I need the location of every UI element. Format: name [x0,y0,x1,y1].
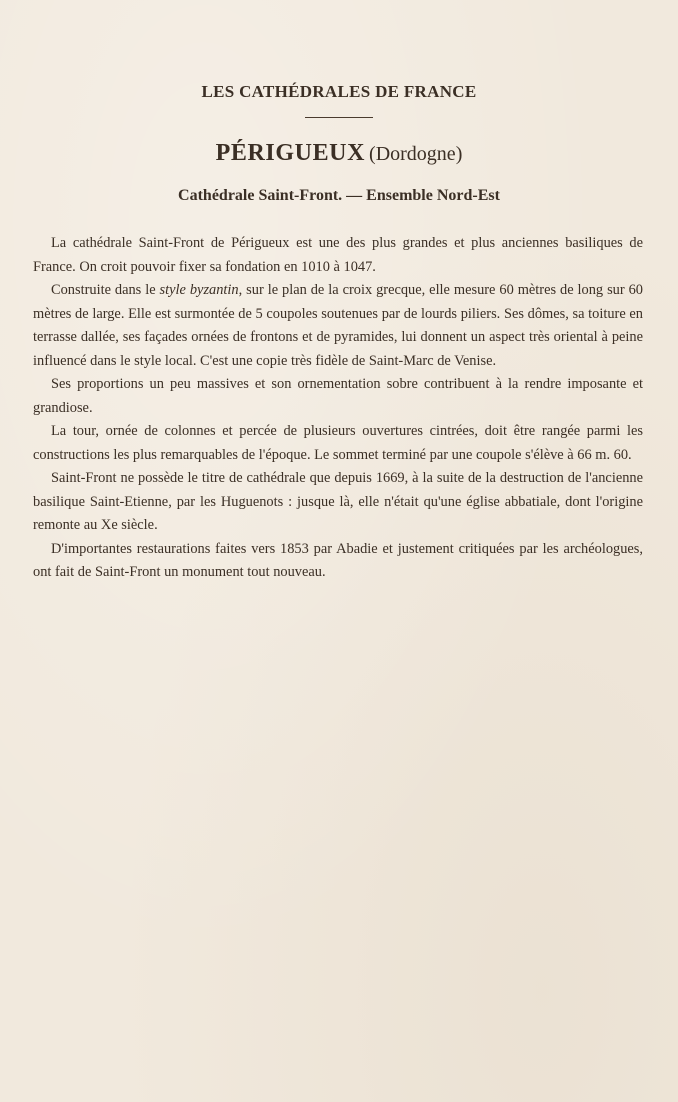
title-divider [305,117,373,118]
body-text [33,232,643,585]
paragraph-architecture-rest: , sur le plan de la croix grecque, elle mesure 60 mètres de long sur 60 mètres de large. Elle est surmontée de 5 coupoles soutenues par de lourds piliers. Ses dômes, sa toiture en terrasse dallée, ses façades ornées de frontons et de pyramides, lui donnent un aspect très oriental à peine influencé dans le style local. C'est une copie très fidèle de Saint-Marc de Venise. [33,282,643,369]
paragraph-architecture [33,279,643,373]
paragraph-history: Saint-Front ne possède le titre de cathédrale que depuis 1669, à la suite de la destruction de l'ancienne basilique Saint-Etienne, par les Huguenots : jusque là, elle n'était qu'une église abbatiale, dont l'origine remonte au Xe siècle. [33,470,643,533]
city-name: PÉRIGUEUX [215,140,366,166]
page-title [0,140,678,167]
paragraph-architecture-start: Construite dans le [51,282,160,298]
series-title: LES CATHÉDRALES DE FRANCE [201,82,477,101]
paragraph-tower: La tour, ornée de colonnes et percée de plusieurs ouvertures cintrées, doit être rangée parmi les constructions les plus remarquables de l'époque. Le sommet terminé par une coupole s'élève à 66 m. 60. [33,423,643,463]
page-subtitle: Cathédrale Saint-Front. — Ensemble Nord-Est [178,187,500,204]
paragraph-foundation: La cathédrale Saint-Front de Périgueux est une des plus grandes et plus anciennes basiliques de France. On croit pouvoir fixer sa fondation en 1010 à 1047. [33,235,643,275]
style-byzantin-term: style byzantin [159,282,239,298]
department-name: (Dordogne) [369,143,463,165]
paragraph-proportions: Ses proportions un peu massives et son ornementation sobre contribuent à la rendre imposante et grandiose. [33,376,643,416]
paragraph-restorations: D'importantes restaurations faites vers 1853 par Abadie et justement critiquées par les archéologues, ont fait de Saint-Front un monument tout nouveau. [33,540,643,580]
